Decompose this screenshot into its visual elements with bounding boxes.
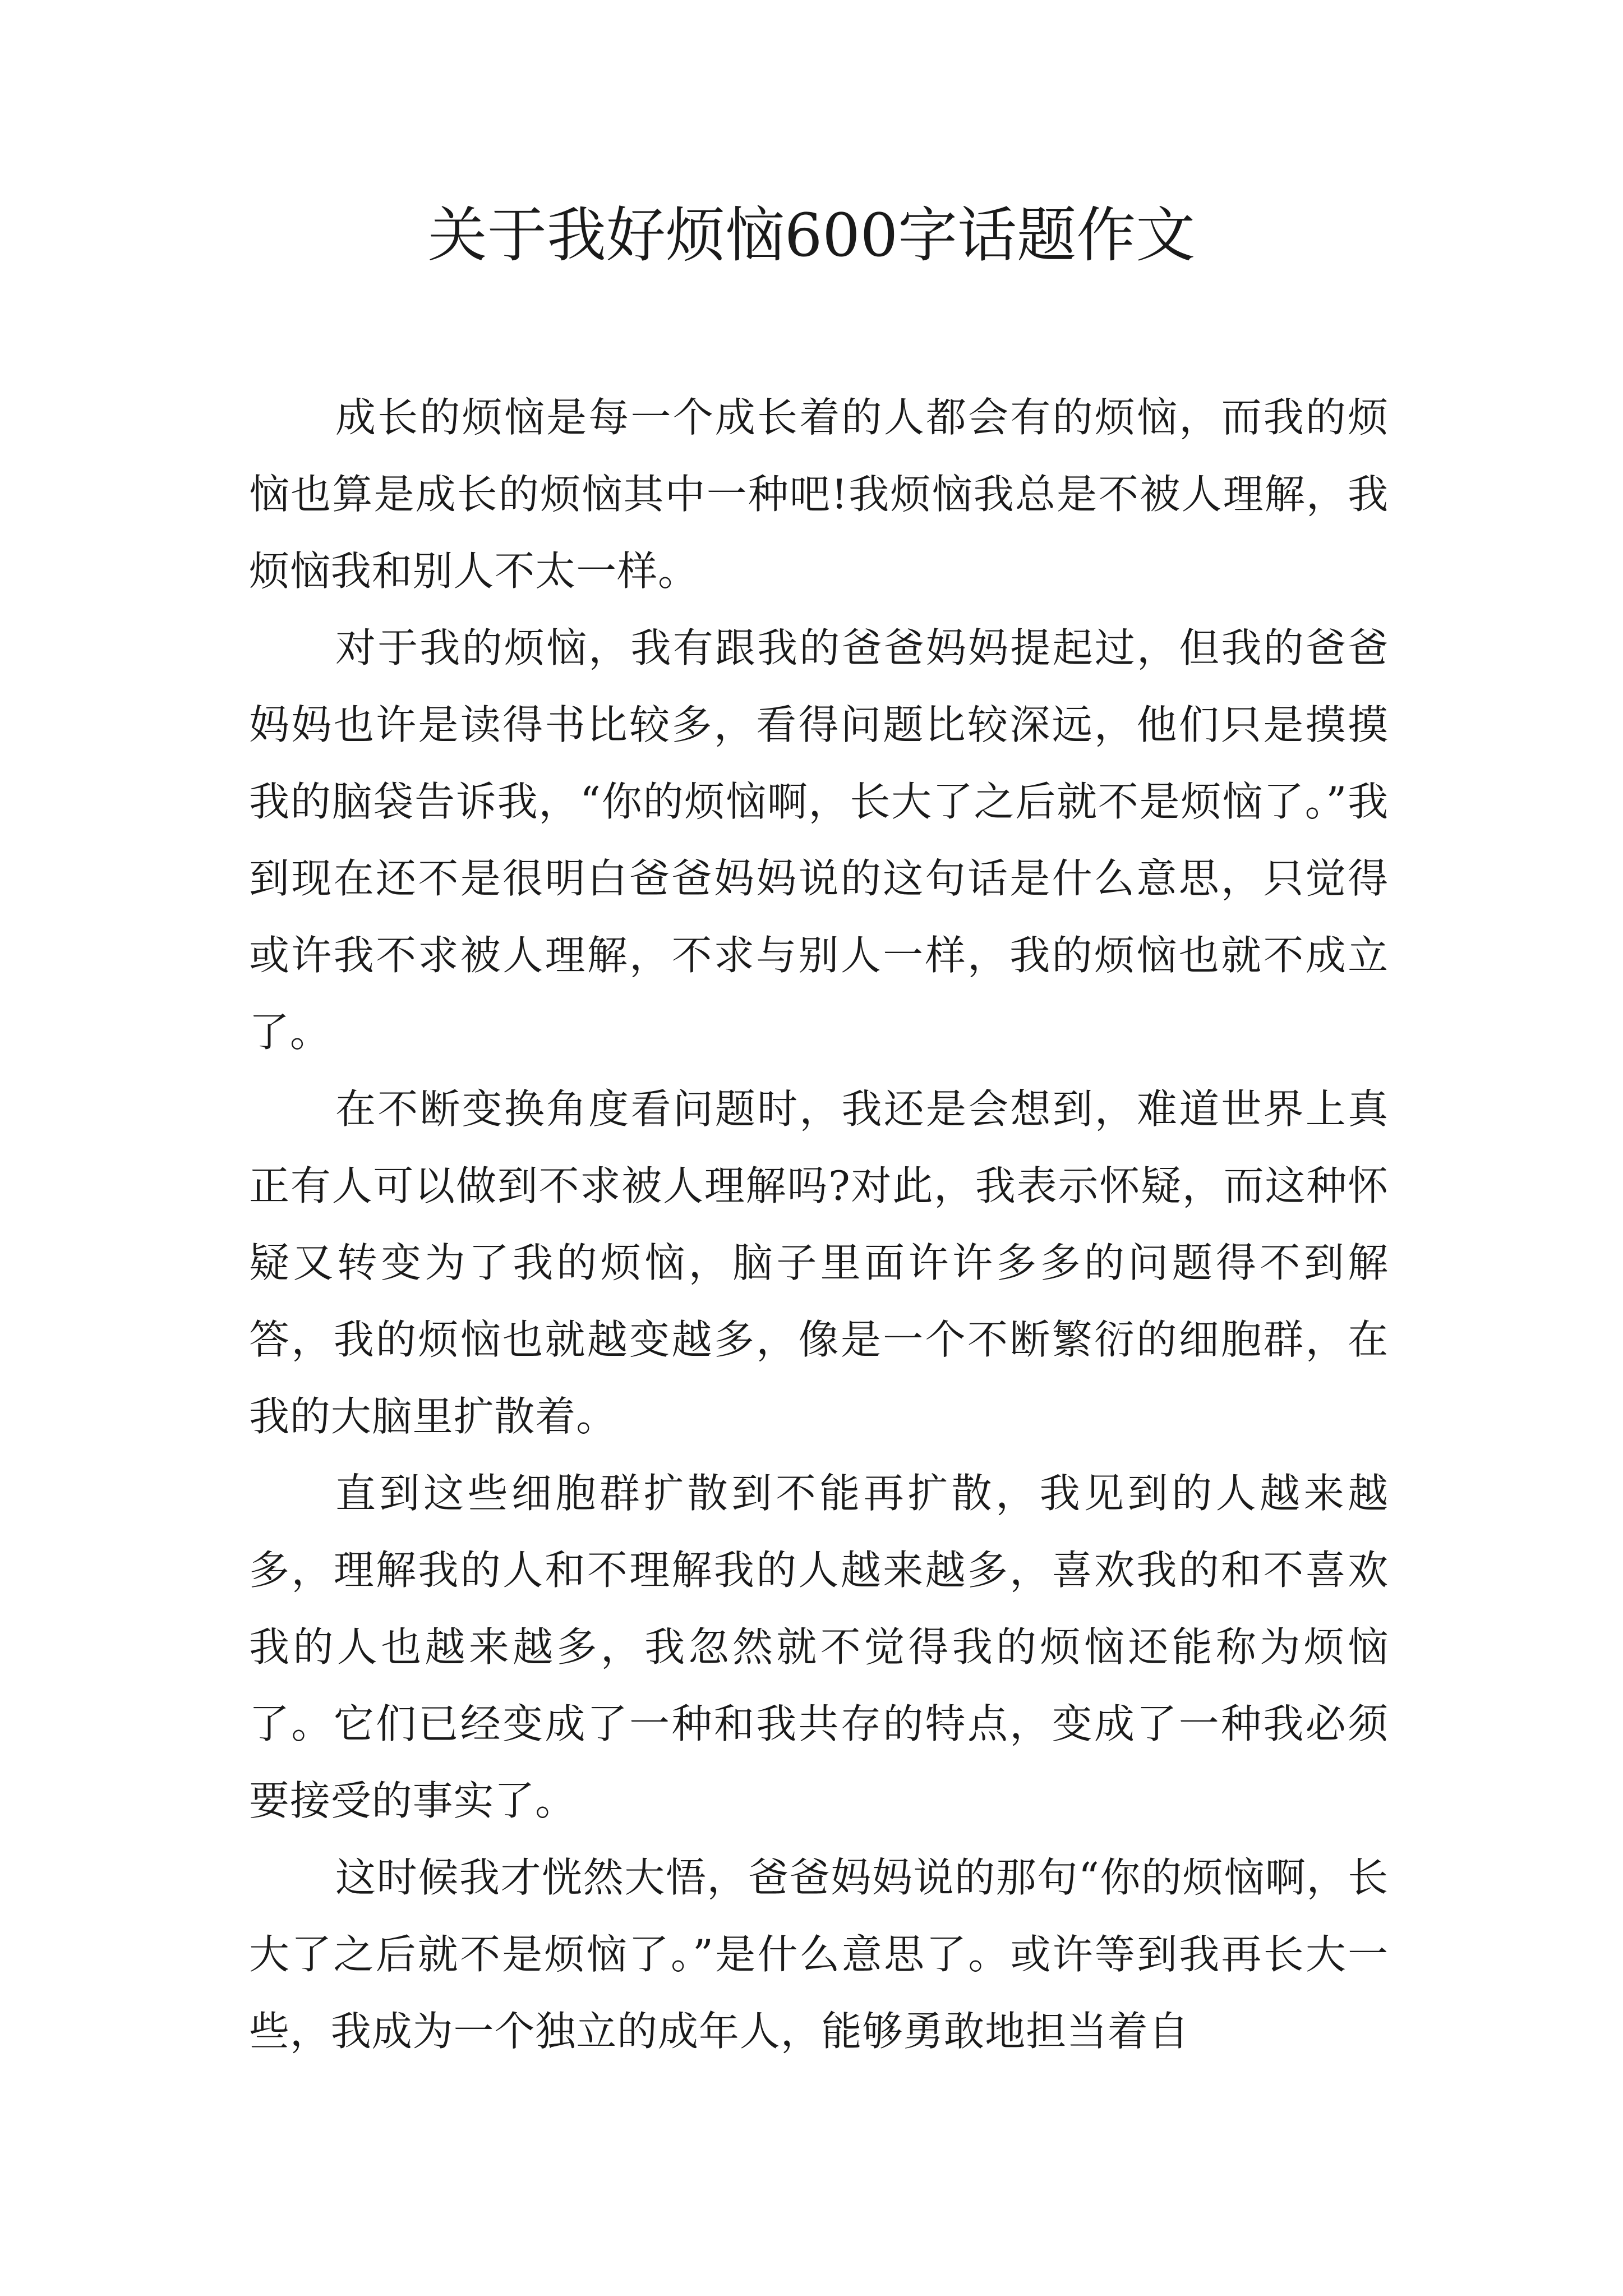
paragraph: 对于我的烦恼，我有跟我的爸爸妈妈提起过，但我的爸爸妈妈也许是读得书比较多，看得问题比较深远，他们只是摸摸我的脑袋告诉我，“你的烦恼啊，长大了之后就不是烦恼了。”我到现在还不是很明白爸爸妈妈说的这句话是什么意思，只觉得或许我不求被人理解，不求与别人一样，我的烦恼也就不成立了。 xyxy=(249,624,1389,1056)
paragraph: 在不断变换角度看问题时，我还是会想到，难道世界上真正有人可以做到不求被人理解吗?对此，我表示怀疑，而这种怀疑又转变为了我的烦恼，脑子里面许许多多的问题得不到解答，我的烦恼也就越变越多，像是一个不断繁衍的细胞群，在我的大脑里扩散着。 xyxy=(249,1085,1389,1440)
document-body xyxy=(249,379,1389,2070)
paragraph: 成长的烦恼是每一个成长着的人都会有的烦恼，而我的烦恼也算是成长的烦恼其中一种吧!我烦恼我总是不被人理解，我烦恼我和别人不太一样。 xyxy=(249,394,1389,595)
document-title: 关于我好烦恼600字话题作文 xyxy=(427,201,1196,270)
paragraph: 直到这些细胞群扩散到不能再扩散，我见到的人越来越多，理解我的人和不理解我的人越来越多，喜欢我的和不喜欢我的人也越来越多，我忽然就不觉得我的烦恼还能称为烦恼了。它们已经变成了一种和我共存的特点，变成了一种我必须要接受的事实了。 xyxy=(249,1470,1389,1824)
paragraph: 这时候我才恍然大悟，爸爸妈妈说的那句“你的烦恼啊，长大了之后就不是烦恼了。”是什么意思了。或许等到我再长大一些，我成为一个独立的成年人，能够勇敢地担当着自 xyxy=(249,1854,1389,2055)
